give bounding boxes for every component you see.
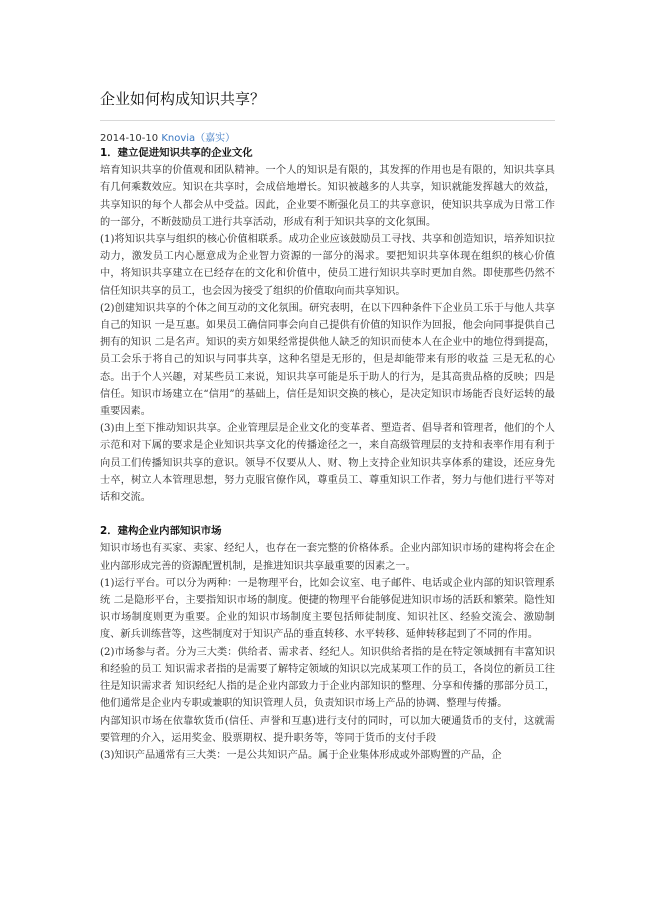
paragraph: (3)由上至下推动知识共享。企业管理层是企业文化的变革者、塑造者、倡导者和管理者，他们的个人示范和对下属的要求是企业知识共享文化的传播途径之一，来自高级管理层的支持和表率作用有利于向员工们传播知识共享的意识。领导不仅要从人、财、物上支持企业知识共享体系的建设，还应身先士卒，树立人本管理思想，努力克服官僚作风，尊重员工、尊重知识工作者，努力与他们进行平等对话和交流。 xyxy=(100,423,555,504)
author-tag: （嘉实） xyxy=(195,133,236,144)
paragraph: 内部知识市场在依靠软货币(信任、声誉和互惠)进行支付的同时，可以加大硬通货币的支付，这就需要管理的介入，运用奖金、股票期权、提升职务等，等同于货币的支付手段 xyxy=(100,715,555,744)
section-spacer xyxy=(100,506,555,523)
paragraph: 知识市场也有买家、卖家、经纪人，也存在一套完整的价格体系。企业内部知识市场的建构将会在企业内部形成完善的资源配置机制，是推进知识共享最重要的因素之一。 xyxy=(100,543,555,572)
paragraph: (1)将知识共享与组织的核心价值相联系。成功企业应该鼓励员工寻找、共享和创造知识，培养知识拉动力，激发员工内心愿意成为企业智力资源的一部分的渴求。要把知识共享体现在组织的核心价值中，将知识共享建立在已经存在的文化和价值中，使员工进行知识共享时更加自然。即使那些仍然不信任知识共享的员工，也会因为接受了组织的价值取向而共享知识。 xyxy=(100,234,555,297)
author-link[interactable]: Knovia xyxy=(161,133,196,144)
paragraph: (1)运行平台。可以分为两种：一是物理平台，比如会议室、电子邮件、电话或企业内部的知识管理系统 二是隐形平台，主要指知识市场的制度。便捷的物理平台能够促进知识市场的活跃和繁荣。隐性知识市场制度则更为重要。企业的知识市场制度主要包括师徒制度、知识社区、经验交流会、激励制度、新兵训练营等，这些制度对于知识产品的垂直转移、水平转移、延伸转移起到了不同的作用。 xyxy=(100,577,555,641)
section-heading-market: 2．建构企业内部知识市场 xyxy=(100,525,222,538)
article-body xyxy=(100,145,555,764)
paragraph: (2)市场参与者。分为三大类：供给者、需求者、经纪人。知识供给者指的是在特定领域拥有丰富知识和经验的员工 知识需求者指的是需要了解特定领域的知识以完成某项工作的员工，各岗位的新员工往往是知识需求者 知识经纪人指的是企业内部致力于企业内部知识的整理、分享和传播的那部分员工，他们通常是企业内专职或兼职的知识管理人员，负责知识市场上产品的协调、整理与传播。 xyxy=(100,646,555,710)
article-meta xyxy=(100,129,235,144)
article-title: 企业如何构成知识共享？ xyxy=(100,90,266,108)
paragraph: 培育知识共享的价值观和团队精神。一个人的知识是有限的，其发挥的作用也是有限的，知识共享具有几何乘数效应。知识在共享时，会成倍地增长。知识被越多的人共享，知识就能发挥越大的效益，共享知识的每个人都会从中受益。因此，企业要不断强化员工的共享意识，使知识共享成为日常工作的一部分，不断鼓励员工进行共享活动，形成有利于知识共享的文化氛围。 xyxy=(100,165,555,228)
section-heading-culture: 1．建立促进知识共享的企业文化 xyxy=(100,147,253,159)
title-divider xyxy=(100,120,555,121)
paragraph: (2)创建知识共享的个体之间互动的文化氛围。研究表明，在以下四种条件下企业员工乐于与他人共享自己的知识 一是互惠。如果员工确信同事会向自己提供有价值的知识作为回报，他会向同事提供自己拥有的知识 二是名声。知识的卖方如果经常提供他人缺乏的知识而使本人在企业中的地位得到提高，员工会乐于将自己的知识与同事共享，这种名望是无形的，但是却能带来有形的收益 三是无私的心态。出于个人兴趣，对某些员工来说，知识共享可能是乐于助人的行为，是其高贵品格的反映；四是信任。知识市场建立在“信用”的基础上，信任是知识交换的核心，是决定知识市场能否良好运转的最重要因素。 xyxy=(100,302,555,418)
paragraph: (3)知识产品通常有三大类：一是公共知识产品。属于企业集体形成或外部购置的产品，企 xyxy=(100,749,502,761)
publish-date: 2014-10-10 xyxy=(100,133,159,144)
